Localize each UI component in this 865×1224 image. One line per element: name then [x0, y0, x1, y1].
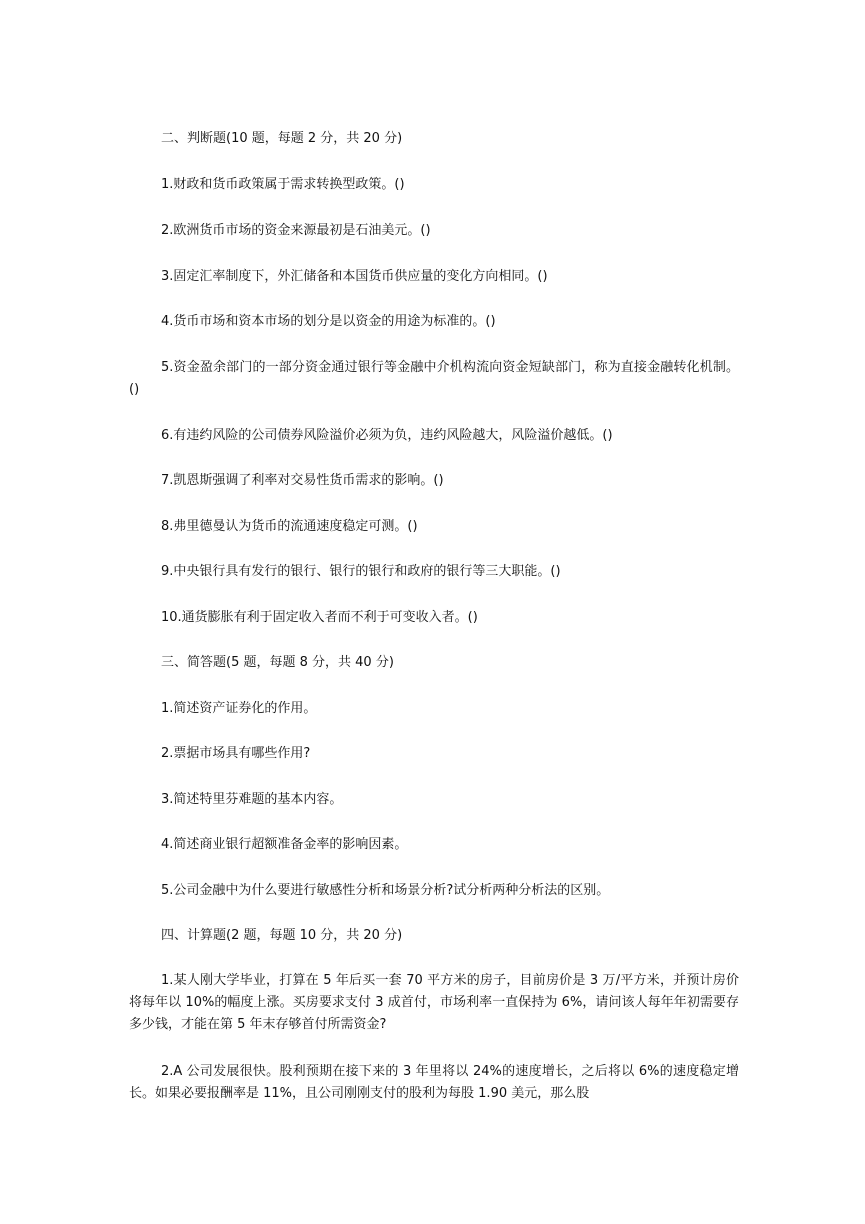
judgment-item: 3.固定汇率制度下，外汇储备和本国货币供应量的变化方向相同。()	[161, 269, 548, 284]
section-heading-short-answer: 三、简答题(5 题，每题 8 分，共 40 分)	[161, 655, 394, 670]
judgment-item: 1.财政和货币政策属于需求转换型政策。()	[161, 177, 405, 192]
short-answer-item: 1.简述资产证券化的作用。	[161, 701, 317, 716]
judgment-item: 8.弗里德曼认为货币的流通速度稳定可测。()	[161, 519, 418, 534]
judgment-item: 10.通货膨胀有利于固定收入者而不利于可变收入者。()	[161, 610, 478, 625]
judgment-item: 2.欧洲货币市场的资金来源最初是石油美元。()	[161, 223, 431, 238]
judgment-item: 9.中央银行具有发行的银行、银行的银行和政府的银行等三大职能。()	[161, 564, 561, 579]
calculation-item: 2.A 公司发展很快。股利预期在接下来的 3 年里将以 24%的速度增长，之后将以 6%的速度稳定增长。如果必要报酬率是 11%，且公司刚刚支付的股利为每股 1.90 美元，那么股	[129, 1064, 739, 1101]
judgment-item: 6.有违约风险的公司债券风险溢价必须为负，违约风险越大，风险溢价越低。()	[161, 428, 613, 443]
section-heading-calculation: 四、计算题(2 题，每题 10 分，共 20 分)	[161, 928, 403, 943]
short-answer-item: 4.简述商业银行超额准备金率的影响因素。	[161, 837, 408, 852]
short-answer-item: 3.简述特里芬难题的基本内容。	[161, 792, 343, 807]
judgment-item: 5.资金盈余部门的一部分资金通过银行等金融中介机构流向资金短缺部门，称为直接金融转化机制。()	[129, 360, 739, 397]
judgment-item: 7.凯恩斯强调了利率对交易性货币需求的影响。()	[161, 473, 444, 488]
judgment-item: 4.货币市场和资本市场的划分是以资金的用途为标准的。()	[161, 314, 496, 329]
short-answer-item: 2.票据市场具有哪些作用?	[161, 746, 311, 761]
calculation-item: 1.某人刚大学毕业，打算在 5 年后买一套 70 平方米的房子，目前房价是 3 万/平方米，并预计房价将每年以 10%的幅度上涨。买房要求支付 3 成首付，市场利率一直保持为 6%，请问该人每年年初需要存多少钱，才能在第 5 年末存够首付所需资金?	[129, 973, 739, 1032]
short-answer-item: 5.公司金融中为什么要进行敏感性分析和场景分析?试分析两种分析法的区别。	[161, 883, 610, 898]
section-heading-judgment: 二、判断题(10 题，每题 2 分，共 20 分)	[161, 131, 403, 146]
